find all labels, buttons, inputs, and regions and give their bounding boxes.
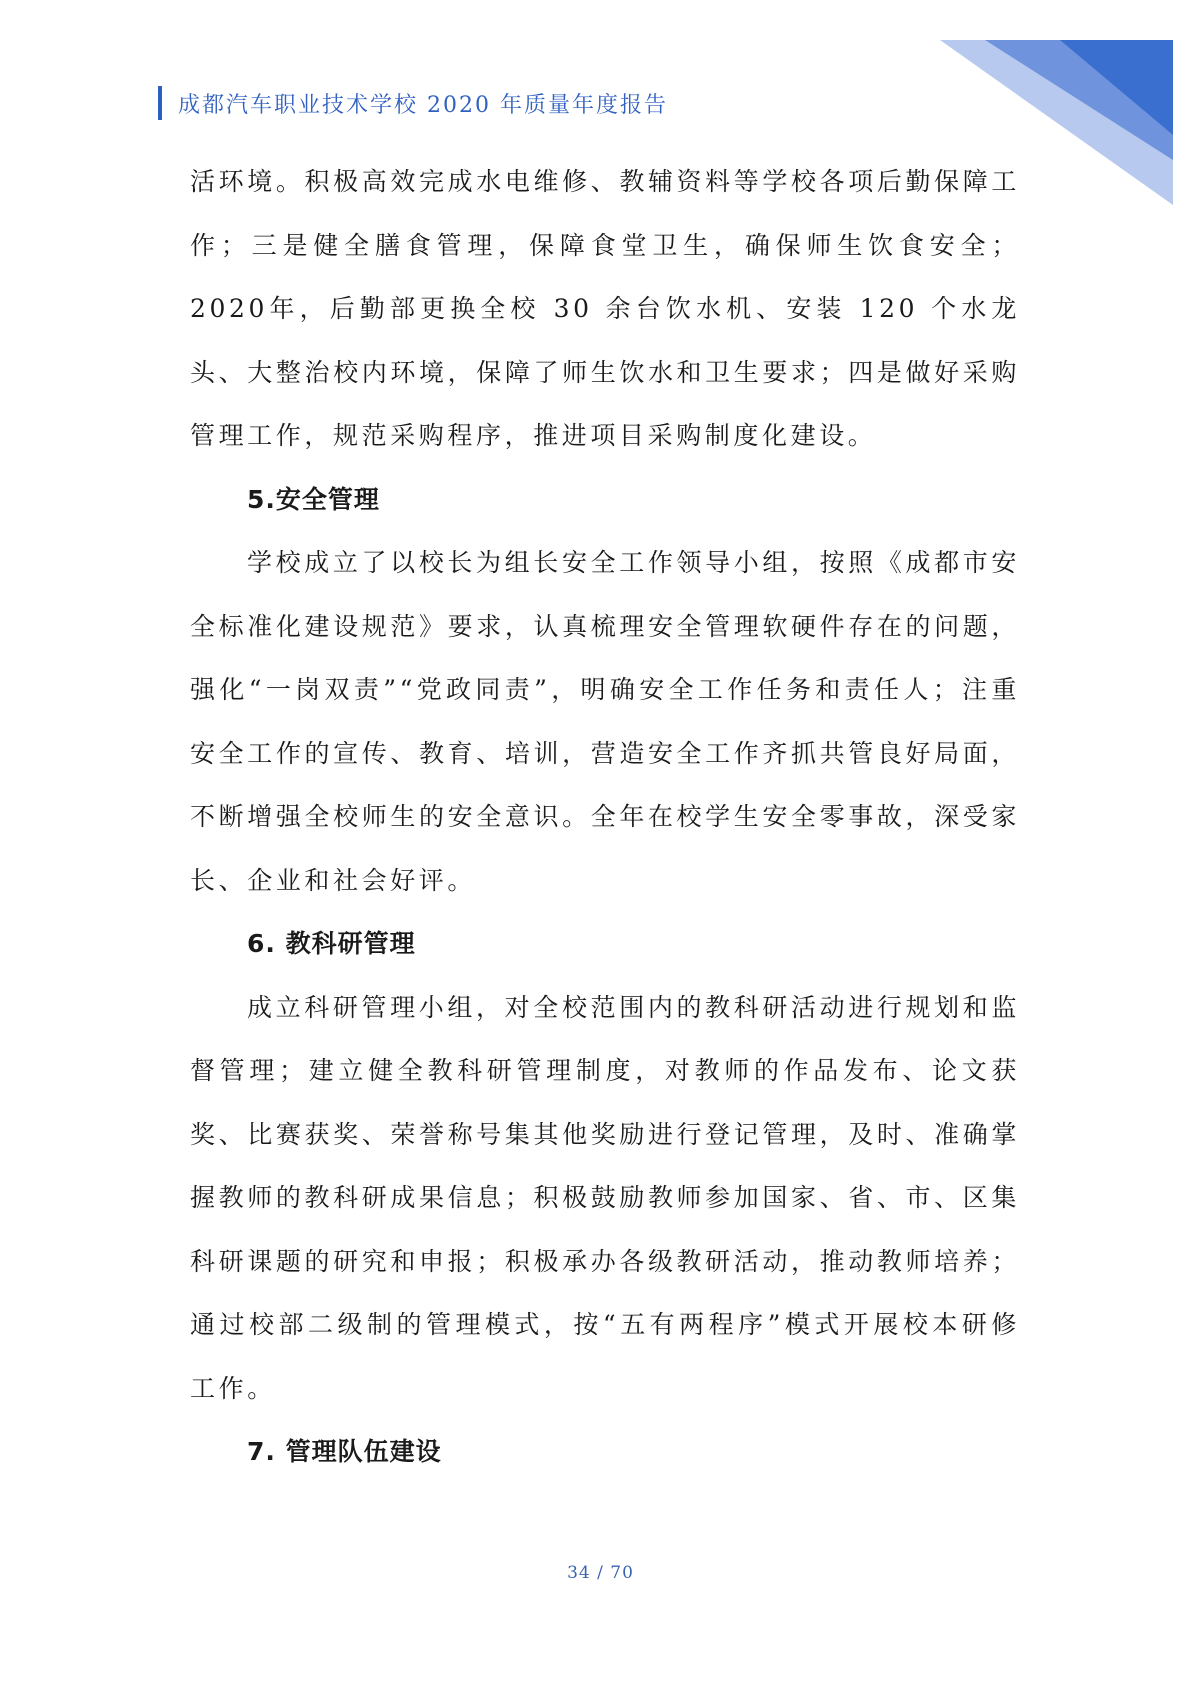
- page-header: [158, 84, 668, 122]
- paragraph-intro: 活环境。积极高效完成水电维修、教辅资料等学校各项后勤保障工作；三是健全膳食管理，保障食堂卫生，确保师生饮食安全；2020年，后勤部更换全校 30 余台饮水机、安装 120 个水龙头、大整治校内环境，保障了师生饮水和卫生要求；四是做好采购管理工作，规范采购程序，推进项目采购制度化建设。: [190, 167, 1020, 450]
- header-title: 成都汽车职业技术学校 2020 年质量年度报告: [178, 92, 668, 118]
- section-heading-team: 7. 管理队伍建设: [247, 1437, 442, 1466]
- section-heading-safety: 5.安全管理: [247, 484, 380, 514]
- paragraph-safety: 学校成立了以校长为组长安全工作领导小组，按照《成都市安全标准化建设规范》要求，认真梳理安全管理软硬件存在的问题，强化“一岗双责”“党政同责”，明确安全工作任务和责任人；注重安全工作的宣传、教育、培训，营造安全工作齐抓共管良好局面，不断增强全校师生的安全意识。全年在校学生安全零事故，深受家长、企业和社会好评。: [190, 548, 1020, 895]
- header-accent-bar: [158, 86, 162, 120]
- document-body: [190, 150, 1020, 1484]
- section-heading-research: 6. 教科研管理: [247, 929, 416, 958]
- paragraph-research: 成立科研管理小组，对全校范围内的教科研活动进行规划和监督管理；建立健全教科研管理制度，对教师的作品发布、论文获奖、比赛获奖、荣誉称号集其他奖励进行登记管理，及时、准确掌握教师的教科研成果信息；积极鼓励教师参加国家、省、市、区集科研课题的研究和申报；积极承办各级教研活动，推动教师培养；通过校部二级制的管理模式，按“五有两程序”模式开展校本研修工作。: [190, 992, 1020, 1403]
- page-number: 34 / 70: [567, 1563, 634, 1583]
